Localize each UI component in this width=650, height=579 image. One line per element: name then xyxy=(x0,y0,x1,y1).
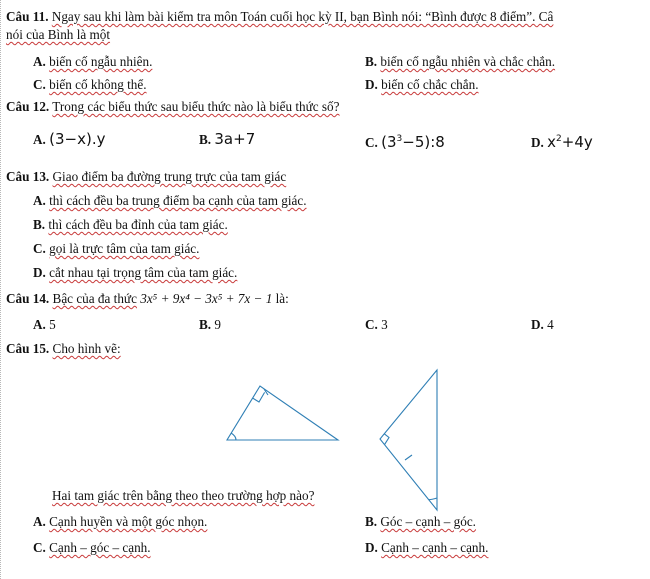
q15-option-c-text: Cạnh – góc – cạnh. xyxy=(49,540,151,555)
q11-option-b-text: biến cố ngẫu nhiên và chắc chắn. xyxy=(380,54,556,69)
q14-option-b-letter: B. xyxy=(199,317,212,332)
q12-option-d-math xyxy=(547,133,593,151)
q12-stem xyxy=(6,99,340,115)
q14-option-a-text: 5 xyxy=(49,317,56,332)
q14-stem xyxy=(6,291,289,307)
q11-stem-line1 xyxy=(6,9,553,25)
q13-label: Câu 13. xyxy=(6,169,50,184)
q14-option-c-letter: C. xyxy=(365,317,378,332)
q15-option-b-text: Góc – cạnh – góc. xyxy=(380,514,476,529)
q11-stem-line2: nói của Bình là một xyxy=(6,27,111,42)
q11-option-c-text: biến cố không thể. xyxy=(49,77,147,92)
q15-option-d xyxy=(365,540,488,556)
q12-option-a xyxy=(33,131,105,148)
q12-option-a-letter: A. xyxy=(33,132,46,147)
q13-option-b-text: thì cách đều ba đỉnh của tam giác. xyxy=(48,217,228,232)
q11-label: Câu 11. xyxy=(6,9,49,24)
q14-stem-prefix: Bậc của đa thức xyxy=(52,291,137,306)
q15-stem-text: Cho hình vẽ: xyxy=(52,341,121,356)
q11-option-a-text: biến cố ngẫu nhiên. xyxy=(49,54,153,69)
right-triangle xyxy=(380,370,437,510)
right-acute-angle-mark xyxy=(429,498,437,500)
q11-option-a-letter: A. xyxy=(33,54,46,69)
right-tick-mark xyxy=(405,455,412,460)
q15-option-b-letter: B. xyxy=(365,514,378,529)
q12-option-d-letter: D. xyxy=(531,135,544,150)
q13-option-b xyxy=(33,217,228,233)
right-right-angle-mark xyxy=(384,434,389,445)
q12-option-b-letter: B. xyxy=(199,132,212,147)
q12-option-c-exponent: 3 xyxy=(396,134,403,144)
q14-option-b xyxy=(199,317,221,333)
q12-stem-text: Trong các biểu thức sau biểu thức nào là biểu thức số? xyxy=(52,99,340,114)
q12-option-b-math: 3a+7 xyxy=(214,130,256,148)
q11-stem-text: Ngay sau khi làm bài kiểm tra môn Toán cuối học kỳ II, bạn Bình nói: “Bình được 8 điểm”. Câ xyxy=(51,9,554,24)
q14-option-d-letter: D. xyxy=(531,317,544,332)
q12-option-d xyxy=(531,131,593,151)
q13-option-a-letter: A. xyxy=(33,193,46,208)
q13-option-a-text: thì cách đều ba trung điểm ba cạnh của tam giác. xyxy=(49,193,307,208)
q13-stem-text: Giao điểm ba đường trung trực của tam giác xyxy=(52,169,287,184)
q13-stem xyxy=(6,169,286,185)
left-right-angle-mark xyxy=(253,392,265,402)
q12-option-c-math xyxy=(381,133,445,151)
q11-option-a xyxy=(33,54,152,70)
q12-label: Câu 12. xyxy=(6,99,50,114)
q13-option-d xyxy=(33,265,237,281)
q11-option-c xyxy=(33,77,147,93)
q13-option-b-letter: B. xyxy=(33,217,46,232)
q12-option-c xyxy=(365,131,445,151)
left-acute-angle-mark xyxy=(231,433,236,440)
q15-option-d-letter: D. xyxy=(365,540,378,555)
q14-option-c-text: 3 xyxy=(381,317,388,332)
q11-option-d-text: biến cố chắc chắn. xyxy=(381,77,479,92)
q15-option-c xyxy=(33,540,151,556)
q12-option-c-letter: C. xyxy=(365,135,378,150)
q13-option-a xyxy=(33,193,307,209)
page-left-border xyxy=(0,0,2,579)
q14-option-a-letter: A. xyxy=(33,317,46,332)
q13-option-c xyxy=(33,241,199,257)
q11-option-c-letter: C. xyxy=(33,77,46,92)
q15-option-a-text: Cạnh huyền và một góc nhọn. xyxy=(49,514,208,529)
q11-option-b-letter: B. xyxy=(365,54,378,69)
left-tick-mark xyxy=(264,389,268,395)
q15-option-b xyxy=(365,514,476,530)
q14-stem-suffix: là: xyxy=(275,291,289,306)
q14-option-c xyxy=(365,317,388,333)
left-triangle xyxy=(227,386,338,440)
q12-option-b xyxy=(199,131,255,148)
q15-stem xyxy=(6,341,121,357)
q13-option-d-letter: D. xyxy=(33,265,46,280)
q14-option-d xyxy=(531,317,554,333)
q12-option-d-base: x xyxy=(547,133,557,151)
q11-option-b xyxy=(365,54,555,70)
q14-option-b-text: 9 xyxy=(214,317,221,332)
q12-option-c-rest: −5):8 xyxy=(402,133,445,151)
q15-option-d-text: Cạnh – cạnh – cạnh. xyxy=(381,540,489,555)
q11-option-d-letter: D. xyxy=(365,77,378,92)
q12-option-d-rest: +4y xyxy=(561,133,593,151)
q13-option-c-text: gọi là trực tâm của tam giác. xyxy=(49,241,200,256)
q12-option-d-exponent: 2 xyxy=(556,134,562,144)
q12-option-c-base: (3 xyxy=(381,133,397,151)
q15-question-text: Hai tam giác trên bằng theo theo trường hợp nào? xyxy=(52,488,315,503)
q13-option-d-text: cắt nhau tại trọng tâm của tam giác. xyxy=(49,265,238,280)
q15-option-a xyxy=(33,514,207,530)
q12-option-a-math: (3−x).y xyxy=(49,130,106,148)
q15-question xyxy=(52,488,314,504)
q14-label: Câu 14. xyxy=(6,291,50,306)
q15-option-c-letter: C. xyxy=(33,540,46,555)
q14-polynomial: 3x⁵ + 9x⁴ − 3x⁵ + 7x − 1 xyxy=(140,291,273,306)
q15-label: Câu 15. xyxy=(6,341,50,356)
q11-option-d xyxy=(365,77,479,93)
q13-option-c-letter: C. xyxy=(33,241,46,256)
q14-option-d-text: 4 xyxy=(547,317,554,332)
q15-option-a-letter: A. xyxy=(33,514,46,529)
q14-option-a xyxy=(33,317,56,333)
